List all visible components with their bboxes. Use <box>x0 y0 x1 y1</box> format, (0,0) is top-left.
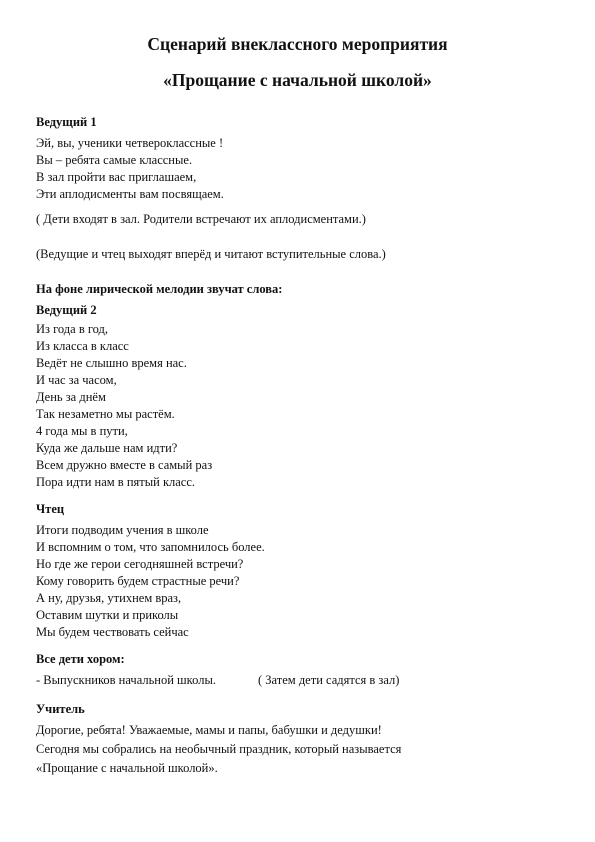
reader-heading: Чтец <box>36 502 65 516</box>
stage-direction: ( Дети входят в зал. Родители встречают их аплодисментами.) <box>36 212 366 226</box>
verse-line: Эй, вы, ученики четвероклассные ! <box>36 136 224 150</box>
verse-line: Вы – ребята самые классные. <box>36 153 193 167</box>
stage-direction: (Ведущие и чтец выходят вперёд и читают вступительные слова.) <box>36 247 386 261</box>
chorus-line <box>36 672 566 689</box>
speech-line: Сегодня мы собрались на необычный праздник, который называется <box>36 742 402 756</box>
verse-line: 4 года мы в пути, <box>36 424 128 438</box>
host1-verse <box>36 135 566 203</box>
verse-line: Из класса в класс <box>36 339 129 353</box>
verse-line: Эти аплодисменты вам посвящаем. <box>36 187 224 201</box>
verse-line: В зал пройти вас приглашаем, <box>36 170 197 184</box>
document-subtitle: «Прощание с начальной школой» <box>163 70 432 90</box>
verse-line: Так незаметно мы растём. <box>36 407 175 421</box>
document-title: Сценарий внеклассного мероприятия <box>147 34 448 54</box>
verse-line: Ведёт не слышно время нас. <box>36 356 187 370</box>
chorus-heading: Все дети хором: <box>36 652 125 666</box>
verse-line: Мы будем чествовать сейчас <box>36 625 189 639</box>
teacher-heading: Учитель <box>36 702 85 716</box>
lyrical-heading: На фоне лирической мелодии звучат слова: <box>36 282 283 296</box>
host1-heading: Ведущий 1 <box>36 115 97 129</box>
chorus-text: - Выпускников начальной школы. <box>36 673 216 687</box>
speech-line: «Прощание с начальной школой». <box>36 761 218 775</box>
verse-line: Но где же герои сегодняшней встречи? <box>36 557 244 571</box>
verse-line: Пора идти нам в пятый класс. <box>36 475 196 489</box>
verse-line: Из года в год, <box>36 322 109 336</box>
verse-line: Куда же дальше нам идти? <box>36 441 178 455</box>
speech-line: Дорогие, ребята! Уважаемые, мамы и папы, бабушки и дедушки! <box>36 723 382 737</box>
host2-heading: Ведущий 2 <box>36 303 97 317</box>
verse-line: День за днём <box>36 390 106 404</box>
verse-line: Кому говорить будем страстные речи? <box>36 574 240 588</box>
script-content <box>36 114 566 777</box>
chorus-stage-direction: ( Затем дети садятся в зал) <box>258 673 400 687</box>
verse-line: Оставим шутки и приколы <box>36 608 179 622</box>
teacher-speech <box>36 722 566 777</box>
verse-line: Итоги подводим учения в школе <box>36 523 209 537</box>
reader-verse <box>36 522 566 641</box>
verse-line: И вспомним о том, что запомнилось более. <box>36 540 265 554</box>
verse-line: А ну, друзья, утихнем враз, <box>36 591 182 605</box>
host2-verse <box>36 321 566 491</box>
verse-line: Всем дружно вместе в самый раз <box>36 458 213 472</box>
verse-line: И час за часом, <box>36 373 117 387</box>
